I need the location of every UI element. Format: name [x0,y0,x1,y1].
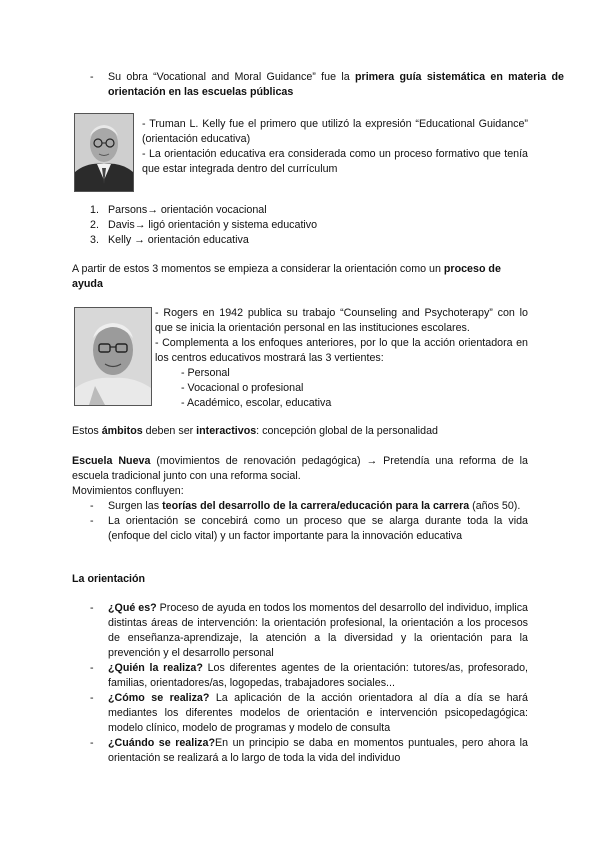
kelly-text [142,117,528,177]
rogers-photo [74,307,152,406]
vertiente-item: - Académico, escolar, educativa [181,397,332,409]
escuela-nueva-paragraph: Escuela Nueva (movimientos de renovación pedagógica) → Pretendía una reforma de la escuela tradicional junto con una reforma social. [72,455,528,482]
rogers-portrait-image [75,308,151,405]
escuela-bullet: - Surgen las teorías del desarrollo de la carrera/educación para la carrera (años 50). [90,500,521,512]
rogers-line-1: - Rogers en 1942 publica su trabajo “Counseling and Psychoterapy” con lo que se inicia la orientación personal en las instituciones escolares. [155,307,528,334]
orientacion-list [72,601,528,766]
kelly-photo [74,113,134,192]
orientacion-item: - ¿Cómo se realiza? La aplicación de la acción orientadora al día a día se hará mediantes los diferentes modelos de orientación e intervención psicopedagógica: modelo clínico, modelo de programas y modelo de consulta [90,692,528,734]
numbered-list [72,203,528,248]
parsons-bullet [72,70,564,100]
list-item: 1. Parsons→ orientación vocacional [90,204,267,216]
proceso-de-ayuda: proceso de ayuda [72,263,501,290]
rogers-line-2: - Complementa a los enfoques anteriores, por lo que la acción orientadora en los centros educativos mostrará las 3 vertientes: [155,337,528,364]
kelly-portrait-image [75,114,133,191]
orientacion-item: - ¿Quién la realiza? Los diferentes agentes de la orientación: tutores/as, profesorado, familias, orientadores/as, logopedas, trabajadores sociales... [90,662,528,689]
ambitos-paragraph: Estos ámbitos deben ser interactivos: concepción global de la personalidad [72,425,438,437]
kelly-line-2: - La orientación educativa era considerada como un proceso formativo que tenía que estar integrada dentro del currículum [142,148,528,175]
vertiente-item: - Vocacional o profesional [181,382,304,394]
escuela-bullet: - La orientación se concebirá como un proceso que se alarga durante toda la vida (enfoque del ciclo vital) y un factor importante para la innovación educativa [90,515,528,542]
escuela-nueva-section [72,454,528,544]
parsons-text: Su obra “Vocational and Moral Guidance” fue la [108,71,355,83]
kelly-line-1: - Truman L. Kelly fue el primero que utilizó la expresión “Educational Guidance” (orientación educativa) [142,118,528,145]
bullet-marker: - [90,71,94,83]
parsons-bold: primera guía sistemática en materia de orientación en las escuelas públicas [108,71,564,98]
list-item: 2. Davis→ ligó orientación y sistema educativo [90,219,318,231]
list-item: 3. Kelly → orientación educativa [90,234,249,246]
rogers-text [155,306,528,411]
momentos-paragraph: A partir de estos 3 momentos se empieza a considerar la orientación como un proceso de ayuda [72,263,501,290]
orientacion-item: - ¿Cuándo se realiza?En un principio se daba en momentos puntuales, pero ahora la orientación se realizará a lo largo de toda la vida del individuo [90,737,528,764]
confluyen-label: Movimientos confluyen: [72,485,184,497]
vertiente-item: - Personal [181,367,230,379]
orientacion-item: - ¿Qué es? Proceso de ayuda en todos los momentos del desarrollo del individuo, implica distintas áreas de intervención: la orientación profesional, la orientación a los procesos de enseñanza-aprendizaje, la atención a la diversidad y la orientación para la prevención y el desarrollo personal [90,602,529,659]
section-title: La orientación [72,573,146,585]
